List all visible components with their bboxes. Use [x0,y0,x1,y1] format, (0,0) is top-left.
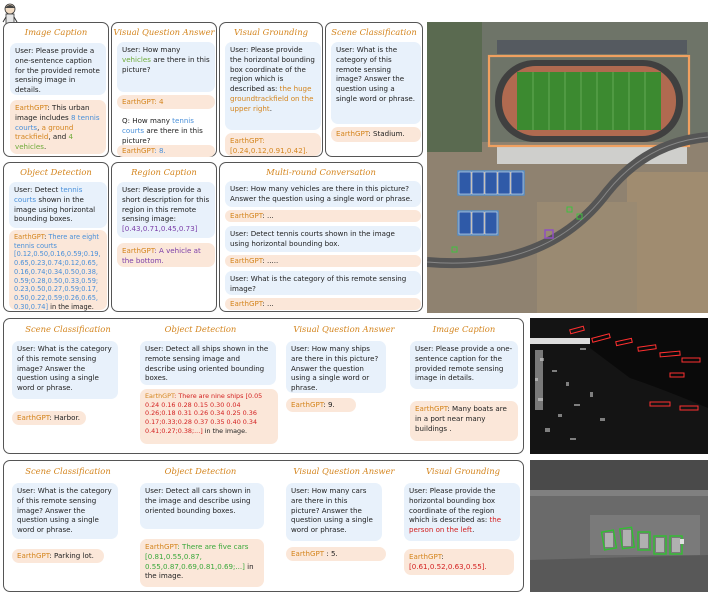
task-title: Visual Question Answer [293,466,395,476]
gpt-bubble: EarthGPT: A vehicle at the bottom. [117,243,215,267]
user-bubble: User: How many cars are there in this picture? Answer the question using a single word or phrase. [286,483,382,541]
user-bubble: User: Please provide a one-sentence caption for the provided remote sensing image in details. [410,341,518,389]
task-title: Visual Question Answer [293,324,395,334]
panel-multi-round [219,162,423,312]
panel-row2 [3,318,524,454]
gpt-bubble: EarthGPT: Many boats are in a port near many buildings . [410,401,518,441]
task-title: Object Detection [164,324,237,334]
gpt-bubble: EarthGPT: Parking lot. [12,549,104,563]
gpt-bubble: EarthGPT: ... [225,210,421,222]
gpt-bubble: EarthGPT: Stadium. [331,127,421,142]
gpt-bubble: EarthGPT: 9. [286,398,356,412]
panel-image-caption [3,22,109,157]
task-title: Scene Classification [25,466,111,476]
task-title: Image Caption [432,324,496,334]
parking-lot-image [530,460,708,592]
gpt-bubble: EarthGPT: There are five cars [0.81,0.55,0.87, 0.55,0.87,0.69,0.81,0.69;...] in the image. [140,539,264,587]
user-bubble: User: Please provide the horizontal bounding box coordinate of the region which is described as: the huge groundtrackfield on the upper right. [225,42,321,130]
user-bubble: User: Please provide the horizontal bounding box coordinate of the region which is described as: the person on the left. [404,483,520,541]
user-bubble: User: Detect all cars shown in the image and describe using oriented bounding boxes. [140,483,264,529]
user-bubble: User: What is the category of this remote sensing image? Answer the question using a single word or phrase. [12,341,118,399]
task-title: Object Detection [164,466,237,476]
user-bubble: User: Detect all ships shown in the remote sensing image and describe using oriented bounding boxes. [140,341,276,385]
user-bubble: User: What is the category of this remote sensing image? Answer the question using a single word or phrase. [331,42,421,124]
task-title: Object Detection [20,167,92,177]
task-title: Multi-round Conversation [266,167,376,177]
panel-scene [325,22,423,157]
user-bubble: User: Please provide a short description for this region in this remote sensing image: [0.43,0.71,0.45,0.73] [117,182,215,238]
task-title: Scene Classification [25,324,111,334]
user-bubble: User: What is the category of this remote sensing image? [225,271,421,295]
panel-row3 [3,460,524,592]
gpt-bubble: EarthGPT: [0.61,0.52,0.63,0.55]. [404,549,514,575]
gpt-bubble: EarthGPT : 5. [286,547,386,561]
gpt-bubble: EarthGPT: ... [225,298,421,310]
user-bubble: User: What is the category of this remote sensing image? Answer the question using a single word or phrase. [12,483,118,539]
user-bubble: User: How many vehicles are there in this picture? [117,42,215,92]
user-bubble: User: Please provide a one-sentence caption for the provided remote sensing image in details. [10,43,106,95]
user-bubble: User: How many vehicles are there in this picture? Answer the question using a single word or phrase. [225,181,421,207]
user-bubble: User: Detect tennis courts shown in the image using horizontal bounding boxes. [9,182,107,228]
user-bubble: Q: How many tennis courts are there in this picture? [122,116,203,145]
gpt-bubble: EarthGPT: 4 [117,95,215,109]
task-title: Visual Question Answer [113,27,215,37]
gpt-bubble: EarthGPT: Harbor. [12,411,86,425]
user-bubble: User: Detect tennis courts shown in the image using horizontal bounding box. [225,226,421,252]
gpt-bubble: EarthGPT: There are nine ships [0.05 0.24 0.16 0.28 0.15 0.30 0.04 0.26;0.18 0.31 0.26 0.34 0.25 0.36 0.17;0.33;0.28 0.37 0.35 0.40 0.34 0.41;0.27;0.38;...] in the image. [140,389,278,444]
panel-region-caption [111,162,217,312]
panel-detection [3,162,109,312]
task-title: Visual Grounding [234,27,308,37]
stadium-aerial-image [427,22,708,313]
task-title: Image Caption [24,27,88,37]
gpt-bubble: EarthGPT: [0.24,0.12,0.91,0.42]. [225,133,321,156]
gpt-bubble: EarthGPT: 8. [117,145,215,157]
task-title: Region Caption [131,167,197,177]
user-bubble: User: How many ships are there in this picture? Answer the question using a single word or phrase. [286,341,386,393]
panel-vqa [111,22,217,157]
harbor-sar-image [530,318,708,454]
gpt-bubble: EarthGPT: ..... [225,255,421,267]
gpt-bubble: EarthGPT: This urban image includes 8 tennis courts, a ground trackfield, and 4 vehicles. [10,100,106,154]
panel-grounding [219,22,323,157]
task-title: Visual Grounding [426,466,500,476]
task-title: Scene Classification [331,27,417,37]
gpt-bubble: EarthGPT: There are eight tennis courts [0.12,0.50,0.16,0.59;0.19, 0.65,0.23,0.74;0.12,0.65, 0.16,0.74;0.34,0.50,0.38, 0.59;0.28,0.50,0.33,0.59; 0.23,0.50,0.27,0.59;0.17, 0.50,0.22,0.59;0.26,0.65, 0.30,0.74] in the image. [9,230,107,310]
